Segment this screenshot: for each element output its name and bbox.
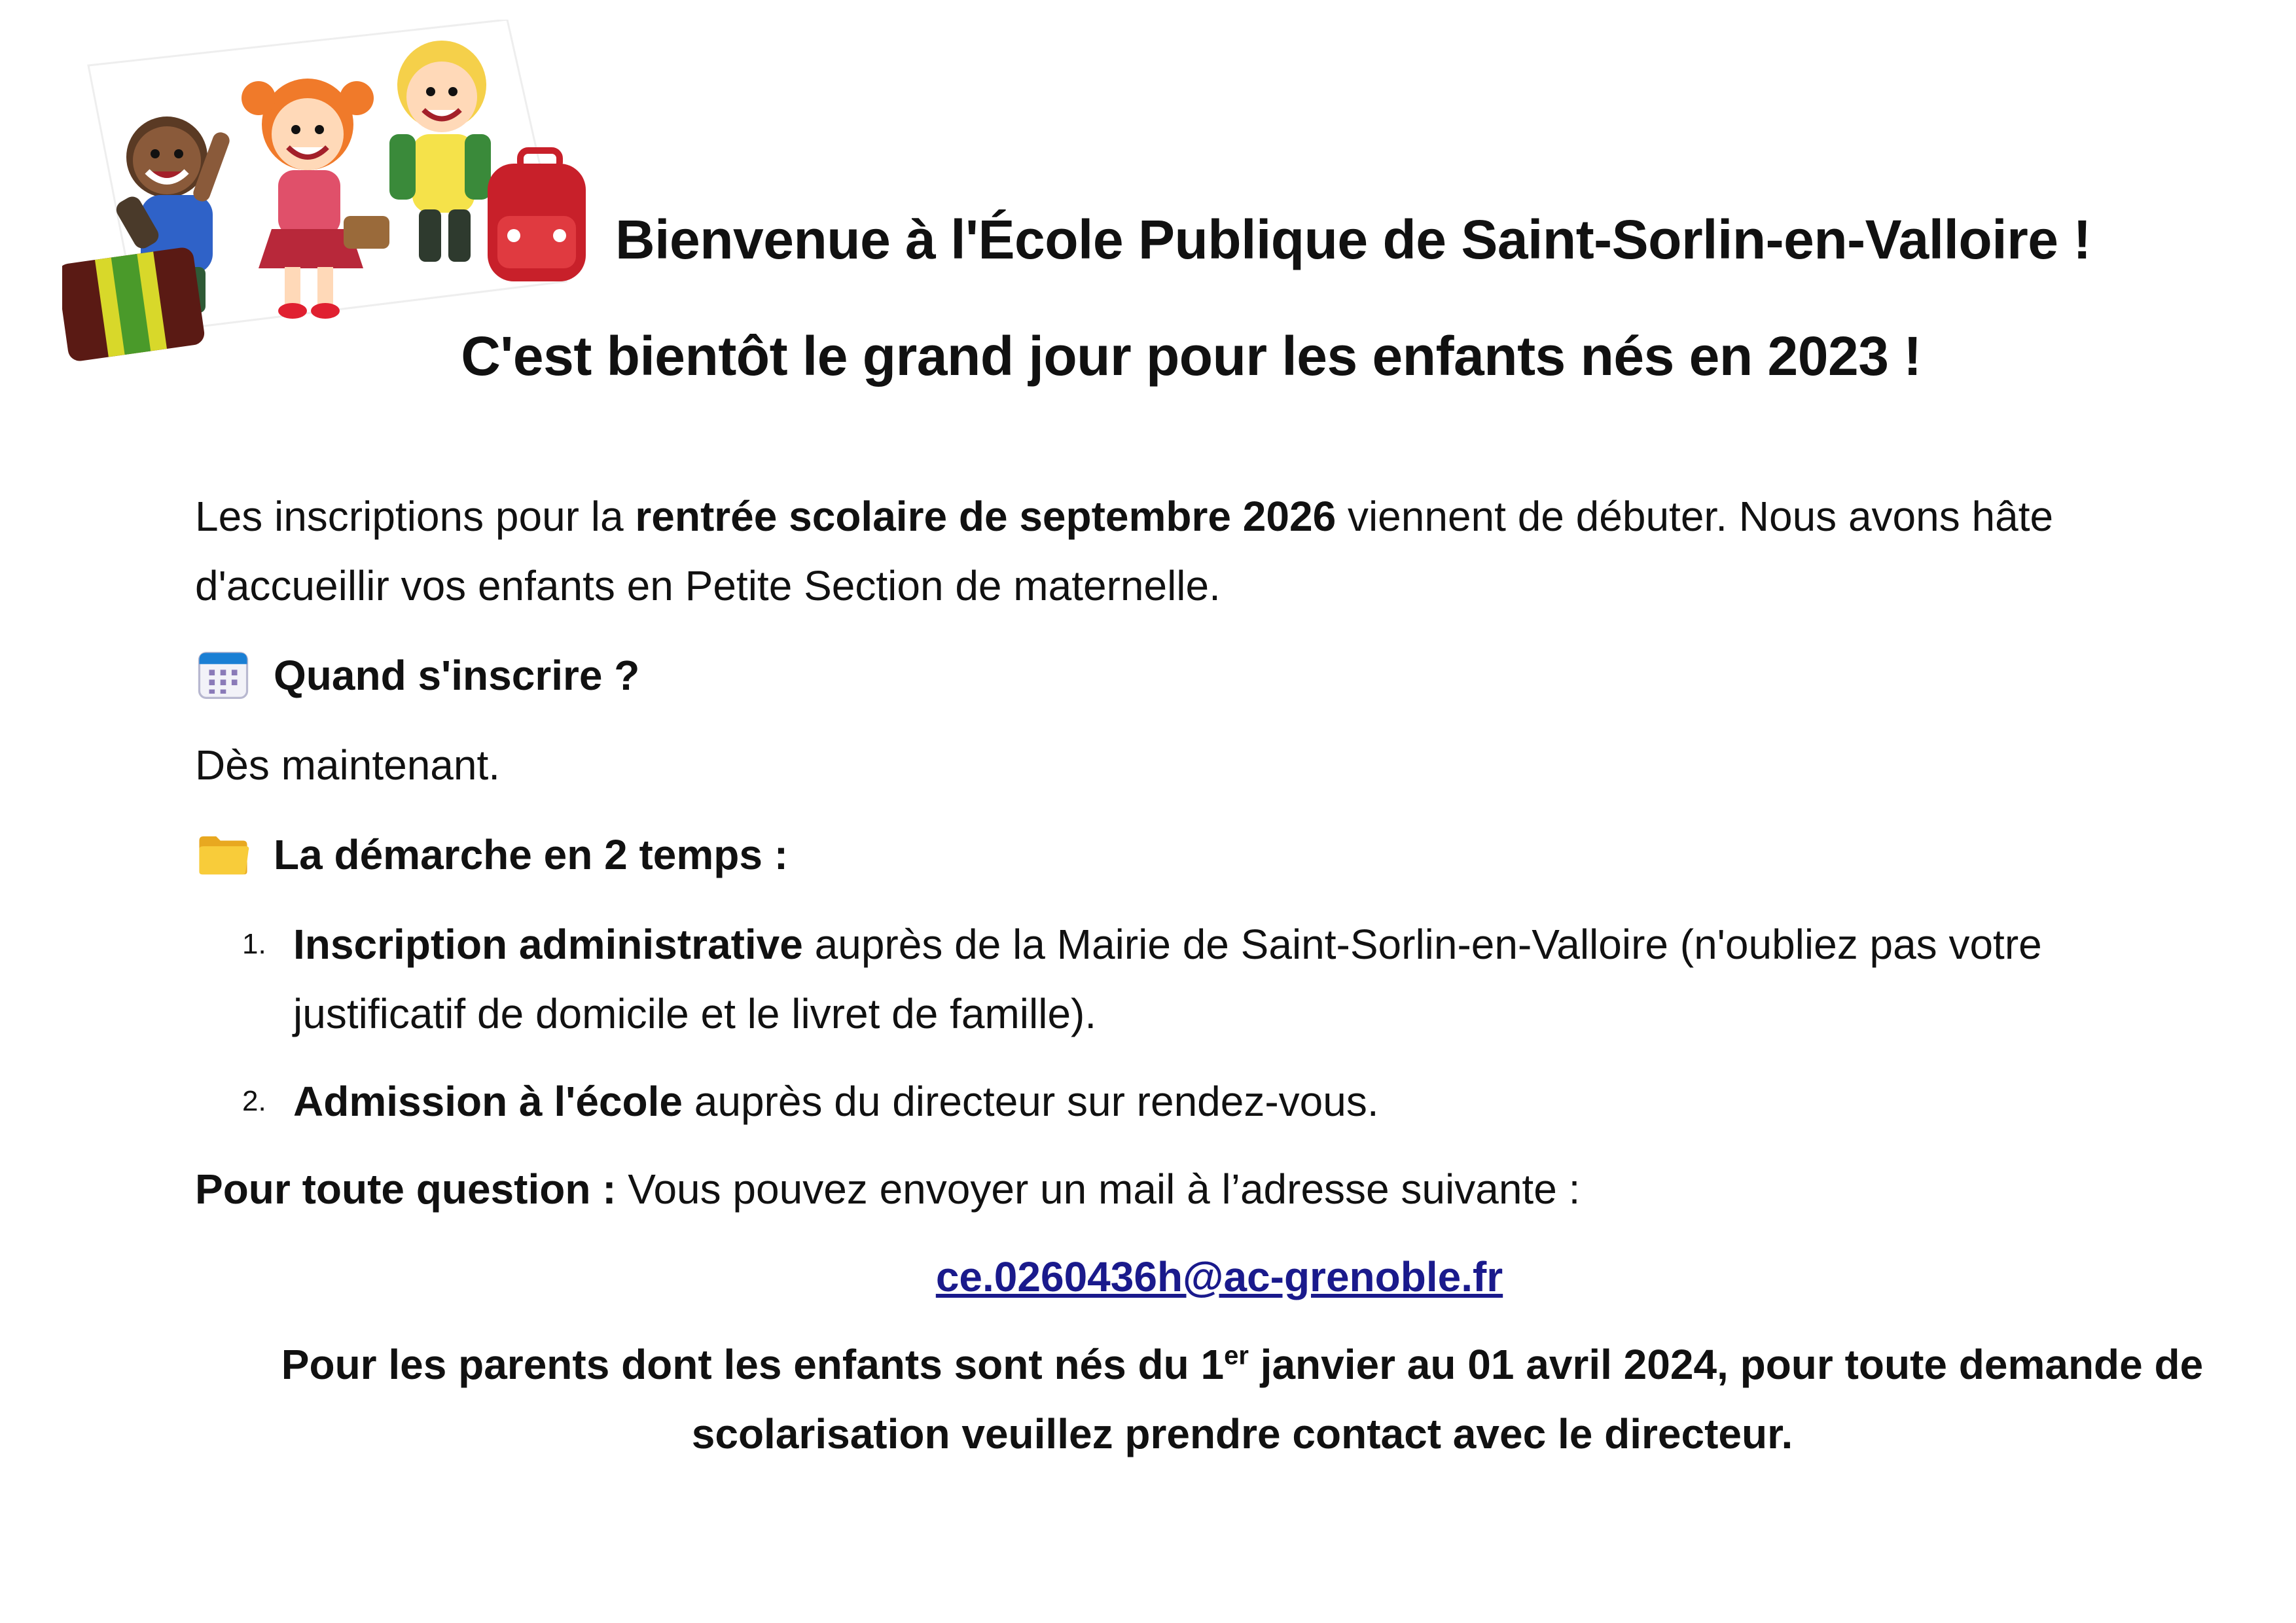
step-number: 2. [242,1085,266,1117]
notice-part1: Pour les parents dont les enfants sont nés du 1 [281,1341,1225,1388]
list-item [195,1067,2191,1136]
process-heading [195,818,2191,891]
backpack-right-icon [488,151,586,281]
calendar-icon [195,647,251,704]
process-heading-label: La démarche en 2 temps : [274,831,789,878]
email-row [195,1242,2191,1311]
step-title: Inscription administrative [293,921,803,968]
children-illustration [62,20,619,373]
intro-text-before: Les inscriptions pour la [195,493,636,540]
step-number: 1. [242,928,266,960]
contact-text: Vous pouvez envoyer un mail à l’adresse suivante : [616,1166,1581,1213]
email-link[interactable]: ce.0260436h@ac-grenoble.fr [935,1253,1503,1300]
intro-text-bold: rentrée scolaire de septembre 2026 [635,493,1336,540]
contact-label: Pour toute question : [195,1166,617,1213]
steps-list [195,910,2191,1136]
step-text: auprès de la Mairie de Saint-Sorlin-en-Valloire (n'oubliez pas votre justificatif de domicile et le livret de famille). [293,921,2042,1037]
when-heading [195,639,2191,712]
notice-paragraph [195,1330,2289,1469]
step-text: auprès du directeur sur rendez-vous. [682,1078,1379,1125]
contact-paragraph [195,1154,2191,1224]
page-subtitle: C'est bientôt le grand jour pour les enfants nés en 2023 ! [461,325,1922,387]
folder-icon [195,827,251,883]
notice-part2: janvier au 01 avril 2024, pour toute demande de scolarisation veuillez prendre contact avec le directeur. [691,1341,2204,1457]
page-title: Bienvenue à l'École Publique de Saint-Sorlin-en-Valloire ! [615,209,2091,270]
list-item [195,910,2191,1048]
main-content [195,482,2204,1469]
when-heading-label: Quand s'inscrire ? [274,652,640,699]
when-answer: Dès maintenant. [195,741,501,789]
intro-paragraph [195,482,2191,620]
step-title: Admission à l'école [293,1078,683,1125]
notice-superscript: er [1224,1341,1249,1370]
intro-text-after: viennent de débuter. Nous avons hâte d'accueillir vos enfants en Petite Section de maternelle. [195,493,2054,609]
